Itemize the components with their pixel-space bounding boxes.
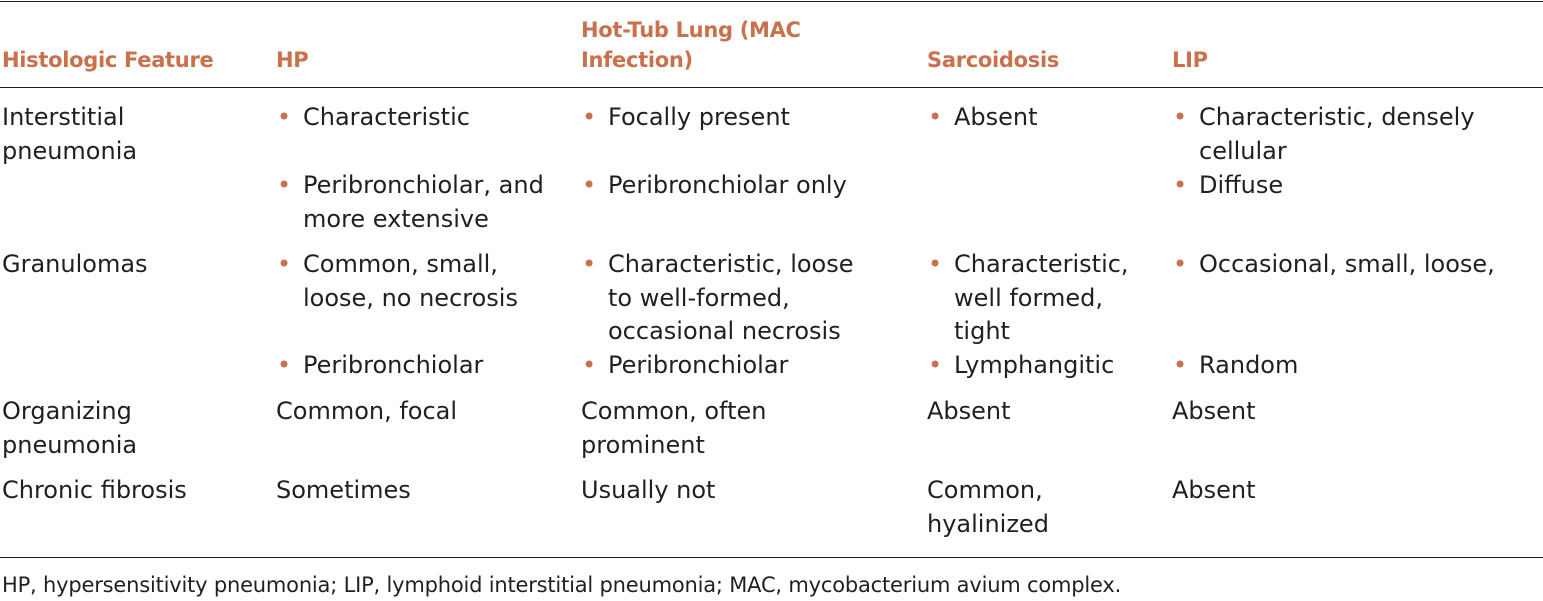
bullet-icon: • (582, 103, 597, 131)
row-organizing-lip: Absent (1172, 397, 1256, 425)
row-fibrosis-feature: Chronic fibrosis (2, 476, 187, 504)
table-footnote: HP, hypersensitivity pneumonia; LIP, lymphoid interstitial pneumonia; MAC, mycobacterium avium complex. (2, 573, 1122, 597)
row-fibrosis-hp: Sometimes (276, 476, 411, 504)
row-interstitial-hottub-2: Peribronchiolar only (608, 171, 847, 199)
row-fibrosis-hottub: Usually not (581, 476, 716, 504)
bullet-icon: • (1173, 171, 1188, 199)
bullet-icon: • (928, 250, 943, 278)
row-interstitial-lip-1: Characteristic, densely cellular (1199, 103, 1475, 165)
bullet-icon: • (928, 351, 943, 379)
row-granulomas-lip-2: Random (1199, 351, 1299, 379)
header-sarcoidosis: Sarcoidosis (927, 48, 1060, 72)
row-interstitial-sarcoidosis-1: Absent (954, 103, 1038, 131)
bullet-icon: • (582, 351, 597, 379)
bullet-icon: • (277, 351, 292, 379)
row-interstitial-feature: Interstitial pneumonia (2, 103, 138, 165)
row-granulomas-hottub-1: Characteristic, loose to well-formed, occasional necrosis (608, 250, 854, 345)
header-histologic-feature: Histologic Feature (2, 48, 214, 72)
header-lip: LIP (1172, 48, 1208, 72)
bullet-icon: • (582, 171, 597, 199)
bullet-icon: • (1173, 250, 1188, 278)
row-interstitial-hp-1: Characteristic (303, 103, 470, 131)
row-fibrosis-lip: Absent (1172, 476, 1256, 504)
row-granulomas-sarcoidosis-1: Characteristic, well formed, tight (954, 250, 1129, 345)
row-organizing-feature: Organizing pneumonia (2, 397, 138, 459)
bullet-icon: • (277, 250, 292, 278)
row-granulomas-lip-1: Occasional, small, loose, (1199, 250, 1495, 278)
row-granulomas-hottub-2: Peribronchiolar (608, 351, 789, 379)
row-fibrosis-sarcoidosis: Common, hyalinized (927, 476, 1049, 538)
row-granulomas-hp-2: Peribronchiolar (303, 351, 484, 379)
bullet-icon: • (928, 103, 943, 131)
row-organizing-hp: Common, focal (276, 397, 458, 425)
row-granulomas-sarcoidosis-2: Lymphangitic (954, 351, 1115, 379)
table-top-rule (0, 1, 1543, 2)
bullet-icon: • (277, 171, 292, 199)
header-hp: HP (276, 48, 309, 72)
row-granulomas-feature: Granulomas (2, 250, 148, 278)
row-interstitial-lip-2: Diffuse (1199, 171, 1284, 199)
row-interstitial-hottub-1: Focally present (608, 103, 790, 131)
row-organizing-sarcoidosis: Absent (927, 397, 1011, 425)
row-organizing-hottub: Common, often prominent (581, 397, 767, 459)
row-granulomas-hp-1: Common, small, loose, no necrosis (303, 250, 518, 312)
bullet-icon: • (277, 103, 292, 131)
table-bottom-rule (0, 557, 1543, 558)
bullet-icon: • (1173, 351, 1188, 379)
bullet-icon: • (582, 250, 597, 278)
row-interstitial-hp-2: Peribronchiolar, and more extensive (303, 171, 544, 233)
bullet-icon: • (1173, 103, 1188, 131)
header-hot-tub-lung: Hot-Tub Lung (MAC Infection) (581, 18, 801, 72)
header-rule (0, 87, 1543, 88)
